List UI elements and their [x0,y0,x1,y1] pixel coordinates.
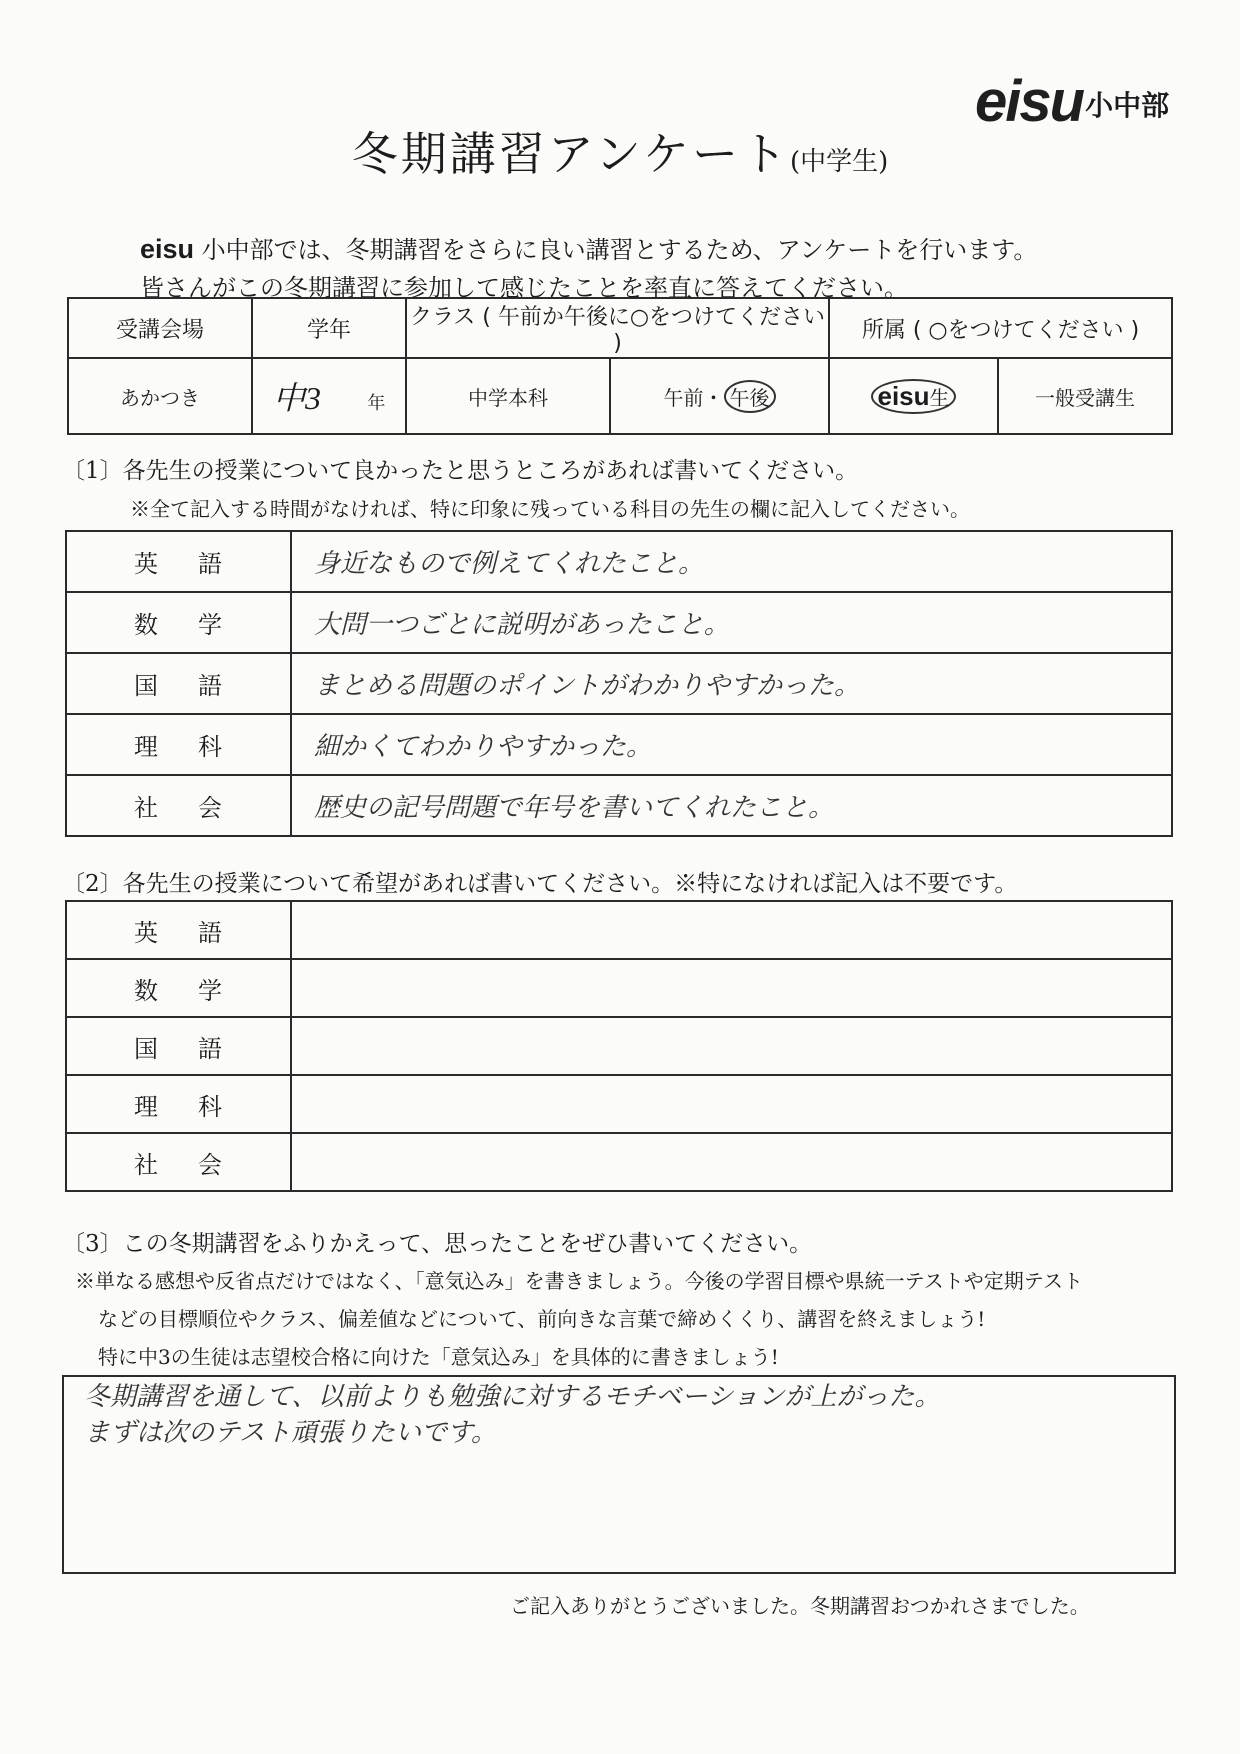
table-row [66,653,1172,714]
session-dot: ・ [703,385,724,410]
section3-heading: 〔3〕この冬期講習をふりかえって、思ったことをぜひ書いてください。 [62,1231,813,1257]
course-value: 中学本科 [406,358,610,434]
table-row [66,1075,1172,1133]
section1-table [65,530,1173,837]
header-class: クラス ( 午前か午後に○をつけてください ) [406,298,829,358]
section1-heading: 〔1〕各先生の授業について良かったと思うところがあれば書いてください。 [62,458,859,484]
section3-note-3: 特に中3の生徒は志望校合格に向けた「意気込み」を具体的に書きましょう! [98,1345,779,1369]
table-row [66,775,1172,836]
answer-cell[interactable]: 細かくてわかりやすかった。 [291,714,1172,775]
grade-unit: 年 [367,393,386,414]
page-title [0,118,1240,184]
answer-cell[interactable]: 歴史の記号問題で年号を書いてくれたこと。 [291,775,1172,836]
reflection-line-1: 冬期講習を通して、以前よりも勉強に対するモチベーションが上がった。 [84,1382,941,1411]
reflection-box[interactable] [62,1375,1176,1574]
subject-label: 理科 [66,714,291,775]
affil-general[interactable]: 一般受講生 [998,358,1172,434]
logo-sub: 小中部 [1085,90,1170,121]
footer-thanks: ご記入ありがとうございました。冬期講習おつかれさまでした。 [510,1594,1090,1618]
answer-cell[interactable] [291,901,1172,959]
section2-table [65,900,1173,1192]
subject-label: 国語 [66,653,291,714]
header-venue: 受講会場 [68,298,252,358]
section1-note: ※全て記入する時間がなければ、特に印象に残っている科目の先生の欄に記入してください。 [130,497,970,521]
table-row [66,901,1172,959]
title-main: 冬期講習アンケート [351,127,790,181]
venue-value: あかつき [68,358,252,434]
affil-suffix: 生 [929,385,950,410]
header-grade: 学年 [252,298,406,358]
intro-text [140,230,1037,307]
answer-cell[interactable]: 身近なもので例えてくれたこと。 [291,531,1172,592]
table-row [66,1133,1172,1191]
affil-eisu-cell[interactable] [829,358,998,434]
table-row [66,714,1172,775]
subject-label: 理科 [66,1075,291,1133]
subject-label: 国語 [66,1017,291,1075]
session-am: 午前 [663,385,704,410]
table-row [66,592,1172,653]
table-row [66,1017,1172,1075]
answer-cell[interactable] [291,1075,1172,1133]
subject-label: 英語 [66,531,291,592]
section3-note-2: などの目標順位やクラス、偏差値などについて、前向きな言葉で締めくくり、講習を終えましょう! [98,1307,986,1331]
subject-label: 数学 [66,959,291,1017]
intro-brand: eisu [140,234,195,264]
grade-cell[interactable] [252,358,406,434]
answer-cell[interactable] [291,1017,1172,1075]
answer-cell[interactable] [291,959,1172,1017]
info-table [67,297,1173,435]
affil-brand: eisu [877,380,930,411]
answer-cell[interactable]: 大問一つごとに説明があったこと。 [291,592,1172,653]
section3-note-1: ※単なる感想や反省点だけではなく、「意気込み」を書きましょう。今後の学習目標や県統一テストや定期テスト [75,1269,1083,1293]
subject-label: 英語 [66,901,291,959]
session-pm-circled: 午後 [724,380,776,413]
subject-label: 社会 [66,1133,291,1191]
table-row [66,531,1172,592]
answer-cell[interactable]: まとめる問題のポイントがわかりやすかった。 [291,653,1172,714]
session-cell[interactable] [610,358,829,434]
table-row [66,959,1172,1017]
answer-cell[interactable] [291,1133,1172,1191]
title-sub: (中学生) [789,147,889,177]
reflection-line-2: まずは次のテスト頑張りたいです。 [84,1418,497,1447]
logo-brand: eisu [975,69,1084,134]
header-affiliation: 所属 ( ○をつけてください ) [829,298,1172,358]
section2-heading: 〔2〕各先生の授業について希望があれば書いてください。※特になければ記入は不要です。 [62,871,1018,897]
intro-line-2: 皆さんがこの冬期講習に参加して感じたことを率直に答えてください。 [140,274,908,302]
grade-value: 中3 [273,380,322,416]
affil-eisu-circled [871,379,955,414]
subject-label: 数学 [66,592,291,653]
subject-label: 社会 [66,775,291,836]
intro-line-1: eisu 小中部では、冬期講習をさらに良い講習とするため、アンケートを行います。 [140,234,1038,264]
